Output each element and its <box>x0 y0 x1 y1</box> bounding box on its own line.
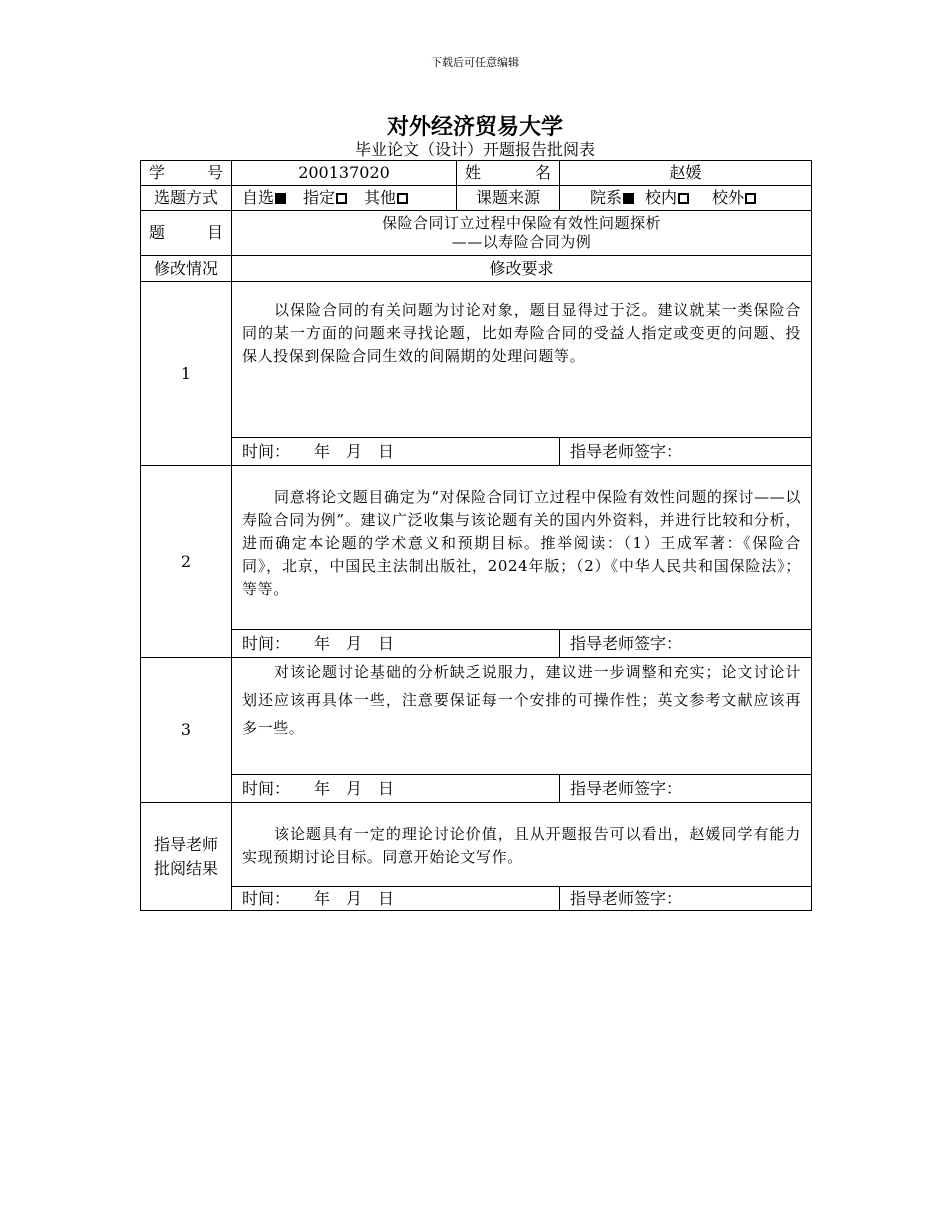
topic-method-options <box>232 186 457 211</box>
revision-row-1 <box>141 282 812 438</box>
revision-comment-text: 以保险合同的有关问题为讨论对象，题目显得过于泛。建议就某一类保险合同的某一方面的问题来寻找论题，比如寿险合同的受益人指定或变更的问题、投保人投保到保险合同生效的间隔期的处理问题等。 <box>242 301 802 365</box>
checkbox-checked-icon[interactable] <box>623 193 634 204</box>
checkbox-empty-icon[interactable] <box>678 193 689 204</box>
final-review-label-line1: 指导老师 <box>153 834 218 854</box>
student-info-row <box>141 161 812 186</box>
advisor-signature-field[interactable]: 指导老师签字： <box>560 887 812 911</box>
topic-source-options <box>560 186 812 211</box>
time-field[interactable]: 时间： 年 月 日 <box>232 775 560 803</box>
time-field[interactable]: 时间： 年 月 日 <box>232 887 560 911</box>
checkbox-checked-icon[interactable] <box>275 193 286 204</box>
revision-requirements-header: 修改要求 <box>232 256 812 282</box>
thesis-title-row <box>141 211 812 256</box>
time-field[interactable]: 时间： 年 月 日 <box>232 630 560 658</box>
revision-header-row <box>141 256 812 282</box>
revision-number: 2 <box>141 466 232 658</box>
option-on-campus: 校内 <box>645 188 678 207</box>
revision-comment-cell <box>232 282 812 438</box>
topic-method-row <box>141 186 812 211</box>
checkbox-empty-icon[interactable] <box>397 193 408 204</box>
student-name-value: 赵媛 <box>560 161 812 186</box>
final-review-label-line2: 批阅结果 <box>153 858 218 878</box>
revision-comment-text: 同意将论文题目确定为“对保险合同订立过程中保险有效性问题的探讨——以寿险合同为例”。建议广泛收集与该论题有关的国内外资料，并进行比较和分析，进而确定本论题的学术意义和预期目标。推举阅读：（1）王成军著：《保险合同》，北京，中国民主法制出版社，2024年版；（2）《中华人民共和国保险法》；等等。 <box>242 488 802 598</box>
option-off-campus: 校外 <box>712 188 745 207</box>
thesis-title-label: 题 目 <box>141 211 232 256</box>
university-name: 对外经济贸易大学 <box>386 115 563 140</box>
thesis-title-line2: ——以寿险合同为例 <box>451 233 592 251</box>
revision-comment-text: 对该论题讨论基础的分析缺乏说服力，建议进一步调整和充实；论文讨论计划还应该再具体一些，注意要保证每一个安排的可操作性；英文参考文献应该再多一些。 <box>242 663 802 737</box>
final-review-text: 该论题具有一定的理论讨论价值，且从开题报告可以看出，赵媛同学有能力实现预期讨论目标。同意开始论文写作。 <box>242 825 802 866</box>
revision-number: 3 <box>141 658 232 803</box>
revision-row-3 <box>141 658 812 775</box>
time-field[interactable]: 时间： 年 月 日 <box>232 438 560 466</box>
topic-source-label: 课题来源 <box>457 186 560 211</box>
revision-comment-cell <box>232 658 812 775</box>
revision-footer-row-1 <box>141 438 812 466</box>
student-id-value: 200137020 <box>232 161 457 186</box>
header-note: 下载后可任意编辑 <box>431 56 519 69</box>
thesis-title-value <box>232 211 812 256</box>
advisor-signature-field[interactable]: 指导老师签字： <box>560 630 812 658</box>
option-assigned: 指定 <box>303 188 336 207</box>
advisor-signature-field[interactable]: 指导老师签字： <box>560 438 812 466</box>
form-title: 毕业论文（设计）开题报告批阅表 <box>354 140 595 159</box>
revision-comment-cell <box>232 466 812 630</box>
option-other: 其他 <box>364 188 397 207</box>
option-department: 院系 <box>590 188 623 207</box>
revision-footer-row-3 <box>141 775 812 803</box>
thesis-title-line1: 保险合同订立过程中保险有效性问题探析 <box>382 214 662 232</box>
checkbox-empty-icon[interactable] <box>336 193 347 204</box>
final-review-footer-row <box>141 887 812 911</box>
revision-footer-row-2 <box>141 630 812 658</box>
student-id-label: 学 号 <box>141 161 232 186</box>
checkbox-empty-icon[interactable] <box>745 193 756 204</box>
revision-row-2 <box>141 466 812 630</box>
student-name-label: 姓 名 <box>457 161 560 186</box>
final-review-label <box>141 803 232 911</box>
revision-status-header: 修改情况 <box>141 256 232 282</box>
final-review-row <box>141 803 812 887</box>
advisor-signature-field[interactable]: 指导老师签字： <box>560 775 812 803</box>
option-self-selected: 自选 <box>242 188 275 207</box>
revision-number: 1 <box>141 282 232 466</box>
review-form-table <box>140 160 812 911</box>
final-review-cell <box>232 803 812 887</box>
topic-method-label: 选题方式 <box>141 186 232 211</box>
